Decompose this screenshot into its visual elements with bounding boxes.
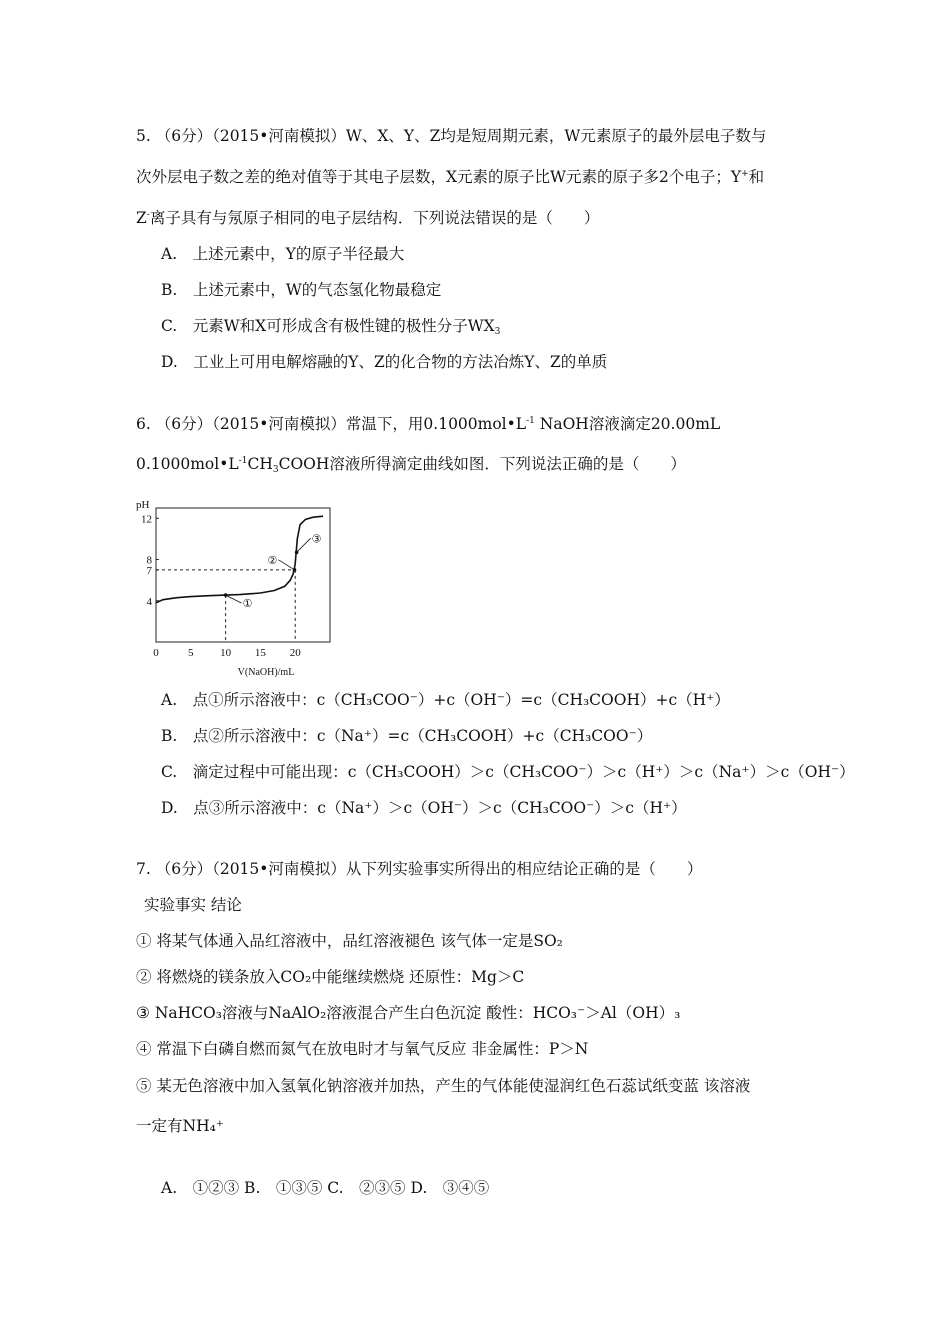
q6-line-1-text: 6. （6分）（2015•河南模拟）常温下，用0.1000mol•L — [136, 415, 527, 433]
x-axis-label: V(NaOH)/mL — [237, 667, 295, 678]
plot-frame — [156, 508, 330, 642]
y-axis-label: pH — [136, 499, 150, 511]
point-label: ③ — [311, 533, 322, 546]
q5-line-3-start: Z — [136, 209, 147, 227]
q7-row-1: ① 将某气体通入品红溶液中，品红溶液褪色 该气体一定是SO₂ — [136, 932, 563, 950]
q7-line-1: 7. （6分）（2015•河南模拟）从下列实验事实所得出的相应结论正确的是（ ） — [136, 860, 703, 878]
point-leader — [297, 538, 311, 552]
q6-line-2-mid: CH — [247, 455, 273, 473]
y-tick-label: 12 — [141, 513, 152, 526]
q6-line-1-post: NaOH溶液滴定20.00mL — [534, 415, 721, 433]
q5-line-2 — [136, 166, 764, 188]
q7-answers: A. ①②③ B. ①③⑤ C. ②③⑤ D. ③④⑤ — [161, 1179, 490, 1197]
x-tick-label: 0 — [153, 647, 159, 659]
q6-line-2 — [136, 453, 686, 475]
q7-row-2: ② 将燃烧的镁条放入CO₂中能继续燃烧 还原性：Mg＞C — [136, 968, 525, 986]
y-tick-label: 7 — [146, 564, 152, 577]
point-label: ② — [267, 554, 278, 567]
q5-option-c-text: C. 元素W和X可形成含有极性键的极性分子WX — [161, 317, 495, 335]
x-tick-label: 15 — [254, 647, 266, 659]
q5-option-c-sub: 3 — [494, 327, 501, 337]
q6-option-d: D. 点③所示溶液中：c（Na⁺）＞c（OH⁻）＞c（CH₃COO⁻）＞c（H⁺） — [161, 799, 687, 817]
y-tick-label: 8 — [146, 554, 152, 567]
q6-line-2-sub: 3 — [272, 465, 279, 475]
q5-option-c — [161, 315, 500, 337]
q6-line-2-text: 0.1000mol•L — [136, 455, 239, 473]
q5-option-d: D. 工业上可用电解熔融的Y、Z的化合物的方法冶炼Y、Z的单质 — [161, 353, 608, 371]
q5-line-2-sup: + — [741, 169, 749, 179]
q6-line-1 — [136, 413, 720, 435]
q5-line-3-rest: 离子具有与氖原子相同的电子层结构．下列说法错误的是（ ） — [149, 209, 600, 227]
point-label: ① — [242, 598, 253, 611]
q7-table-header: 实验事实 结论 — [144, 896, 242, 914]
q7-row-5a: ⑤ 某无色溶液中加入氢氧化钠溶液并加热，产生的气体能使湿润红色石蕊试纸变蓝 该溶液 — [136, 1077, 751, 1095]
q6-option-b: B. 点②所示溶液中：c（Na⁺）=c（CH₃COOH）+c（CH₃COO⁻） — [161, 727, 653, 745]
x-tick-label: 20 — [289, 647, 301, 659]
y-tick-label: 4 — [146, 595, 152, 608]
q6-line-2-sup: -1 — [238, 456, 248, 466]
q7-row-4: ④ 常温下白磷自燃而氮气在放电时才与氧气反应 非金属性：P＞N — [136, 1040, 589, 1058]
curve-point — [224, 593, 228, 597]
q5-line-2-end: 和 — [748, 168, 765, 186]
q5-option-a: A. 上述元素中，Y的原子半径最大 — [161, 245, 405, 263]
q5-option-b: B. 上述元素中，W的气态氢化物最稳定 — [161, 281, 442, 299]
point-leader — [226, 595, 242, 603]
point-leader — [279, 560, 295, 570]
titration-curve — [156, 516, 323, 603]
q5-line-1: 5. （6分）（2015•河南模拟）W、X、Y、Z均是短周期元素，W元素原子的最外层电子数与 — [136, 127, 767, 145]
q6-option-c: C. 滴定过程中可能出现：c（CH₃COOH）＞c（CH₃COO⁻）＞c（H⁺）＞c（Na⁺）＞c（OH⁻） — [161, 763, 855, 781]
q6-line-1-sup: -1 — [526, 416, 535, 426]
q6-line-2-post: COOH溶液所得滴定曲线如图．下列说法正确的是（ ） — [278, 455, 686, 473]
q7-row-3: ③ NaHCO₃溶液与NaAlO₂溶液混合产生白色沉淀 酸性：HCO₃⁻＞Al（OH）₃ — [136, 1004, 681, 1022]
x-tick-label: 10 — [220, 647, 232, 659]
q5-line-3-sup: - — [146, 210, 150, 220]
q5-line-3 — [136, 207, 599, 229]
titration-chart — [130, 494, 340, 680]
q5-line-2-text: 次外层电子数之差的绝对值等于其电子层数，X元素的原子比W元素的原子多2个电子；Y — [136, 168, 742, 186]
q6-option-a: A. 点①所示溶液中：c（CH₃COO⁻）+c（OH⁻）=c（CH₃COOH）+c（H⁺） — [161, 691, 730, 709]
q7-row-5b: 一定有NH₄⁺ — [136, 1117, 224, 1135]
x-tick-label: 5 — [188, 647, 194, 659]
